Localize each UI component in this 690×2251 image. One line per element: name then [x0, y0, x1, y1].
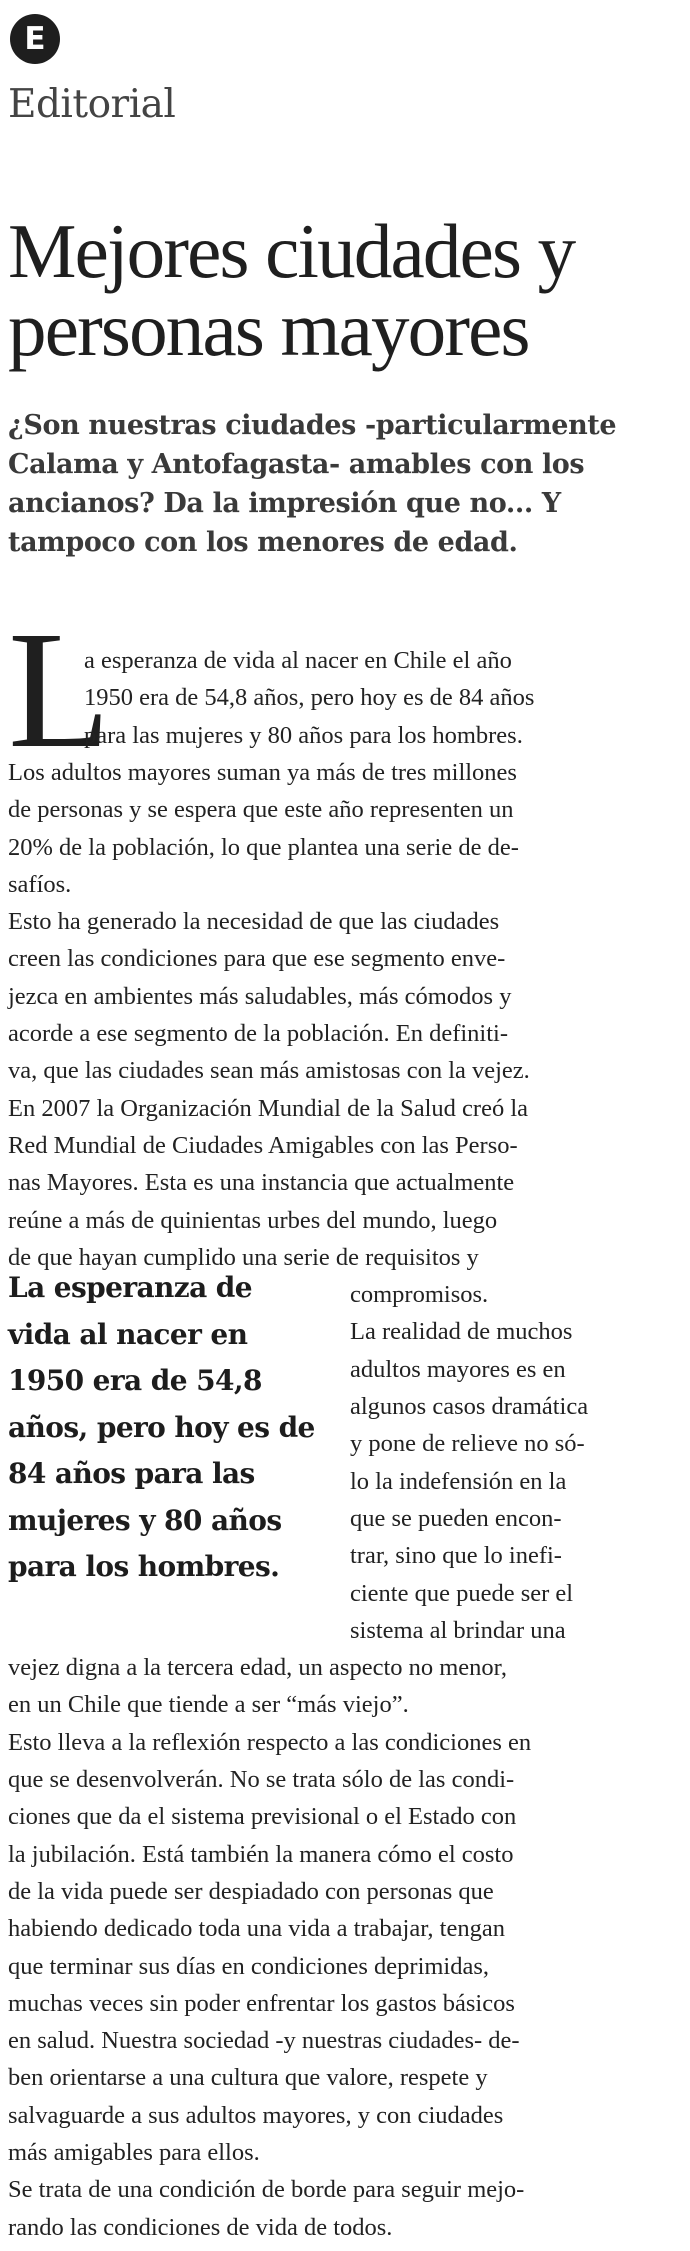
body-line: en un Chile que tiende a ser “más viejo”. [8, 1691, 409, 1719]
pull-quote-line: 1950 era de 54,8 [8, 1364, 262, 1397]
body-line: para las mujeres y 80 años para los hombres. [84, 721, 523, 749]
body-line: Esto lleva a la reflexión respecto a las condiciones en [8, 1728, 532, 1756]
body-line: 20% de la población, lo que plantea una serie de de- [8, 833, 519, 861]
section-badge: E [10, 14, 60, 64]
body-line: la jubilación. Está también la manera cómo el costo [8, 1840, 514, 1868]
body-line: Se trata de una condición de borde para seguir mejo- [8, 2176, 525, 2204]
body-line: vejez digna a la tercera edad, un aspecto no menor, [8, 1654, 507, 1682]
body-line: salvaguarde a sus adultos mayores, y con ciudades [8, 2101, 504, 2129]
body-line: acorde a ese segmento de la población. En definiti- [8, 1020, 509, 1047]
body-line: Red Mundial de Ciudades Amigables con las Perso- [8, 1131, 518, 1159]
body-line: ben orientarse a una cultura que valore, respete y [8, 2064, 488, 2092]
body-line: que se pueden encon- [350, 1504, 562, 1532]
body-line: a esperanza de vida al nacer en Chile el año [84, 647, 512, 674]
body-line: lo la indefensión en la [350, 1467, 567, 1495]
body-line: compromisos. [350, 1281, 489, 1309]
body-line: creen las condiciones para que ese segmento enve- [8, 945, 506, 973]
body-line: ciente que puede ser el [350, 1579, 574, 1607]
pull-quote [8, 1265, 338, 1591]
body-line: rando las condiciones de vida de todos. [8, 2213, 393, 2241]
section-label: Editorial [8, 82, 176, 127]
pull-quote-line: mujeres y 80 años [8, 1503, 282, 1537]
drop-cap: L [8, 597, 111, 783]
pull-quote-line: vida al nacer en [8, 1317, 248, 1351]
body-line: habiendo dedicado toda una vida a trabajar, tengan [8, 1915, 505, 1943]
body-line: que se desenvolverán. No se trata sólo de las condi- [8, 1766, 515, 1793]
lead-paragraph [8, 406, 688, 562]
body-line: en salud. Nuestra sociedad -y nuestras ciudades- de- [8, 2027, 520, 2055]
lead-line: Calama y Antofagasta- amables con los [8, 449, 585, 480]
body-line: adultos mayores es en [350, 1355, 566, 1383]
body-line: nas Mayores. Esta es una instancia que actualmente [8, 1169, 515, 1197]
pull-quote-line: para los hombres. [8, 1550, 280, 1583]
body-line: En 2007 la Organización Mundial de la Salud creó la [8, 1094, 529, 1122]
body-line: jezca en ambientes más saludables, más cómodos y [8, 982, 512, 1010]
lead-line: tampoco con los menores de edad. [8, 527, 518, 558]
body-line: y pone de relieve no só- [350, 1430, 585, 1458]
body-line: safíos. [8, 870, 72, 898]
headline-line: Mejores ciudades y [8, 208, 575, 294]
body-line: ciones que da el sistema previsional o el Estado con [8, 1803, 517, 1831]
lead-line: ¿Son nuestras ciudades -particularmente [8, 410, 617, 441]
body-line: va, que las ciudades sean más amistosas con la vejez. [8, 1057, 530, 1085]
pull-quote-line: La esperanza de [8, 1271, 252, 1304]
body-line: 1950 era de 54,8 años, pero hoy es de 84 años [84, 684, 535, 712]
body-line: que terminar sus días en condiciones deprimidas, [8, 1952, 490, 1980]
pull-quote-line: años, pero hoy es de [8, 1410, 315, 1444]
lead-line: ancianos? Da la impresión que no... Y [8, 488, 561, 519]
body-line: Esto ha generado la necesidad de que las ciudades [8, 908, 500, 936]
body-line: de que hayan cumplido una serie de requisitos y [8, 1243, 479, 1271]
body-line: de la vida puede ser despiadado con personas que [8, 1877, 494, 1905]
headline-line: personas mayores [8, 286, 529, 372]
headline [8, 208, 688, 372]
body-line: de personas y se espera que este año representen un [8, 796, 514, 824]
body-line: algunos casos dramática [350, 1393, 589, 1420]
body-line: Los adultos mayores suman ya más de tres millones [8, 758, 517, 786]
pull-quote-line: 84 años para las [8, 1457, 255, 1490]
body-line: trar, sino que lo inefi- [350, 1542, 562, 1570]
body-line: muchas veces sin poder enfrentar los gastos básicos [8, 1989, 515, 2017]
body-line: La realidad de muchos [350, 1318, 573, 1346]
body-line: reúne a más de quinientas urbes del mundo, luego [8, 1206, 498, 1234]
body-line: sistema al brindar una [350, 1616, 566, 1644]
body-line: más amigables para ellos. [8, 2139, 260, 2166]
